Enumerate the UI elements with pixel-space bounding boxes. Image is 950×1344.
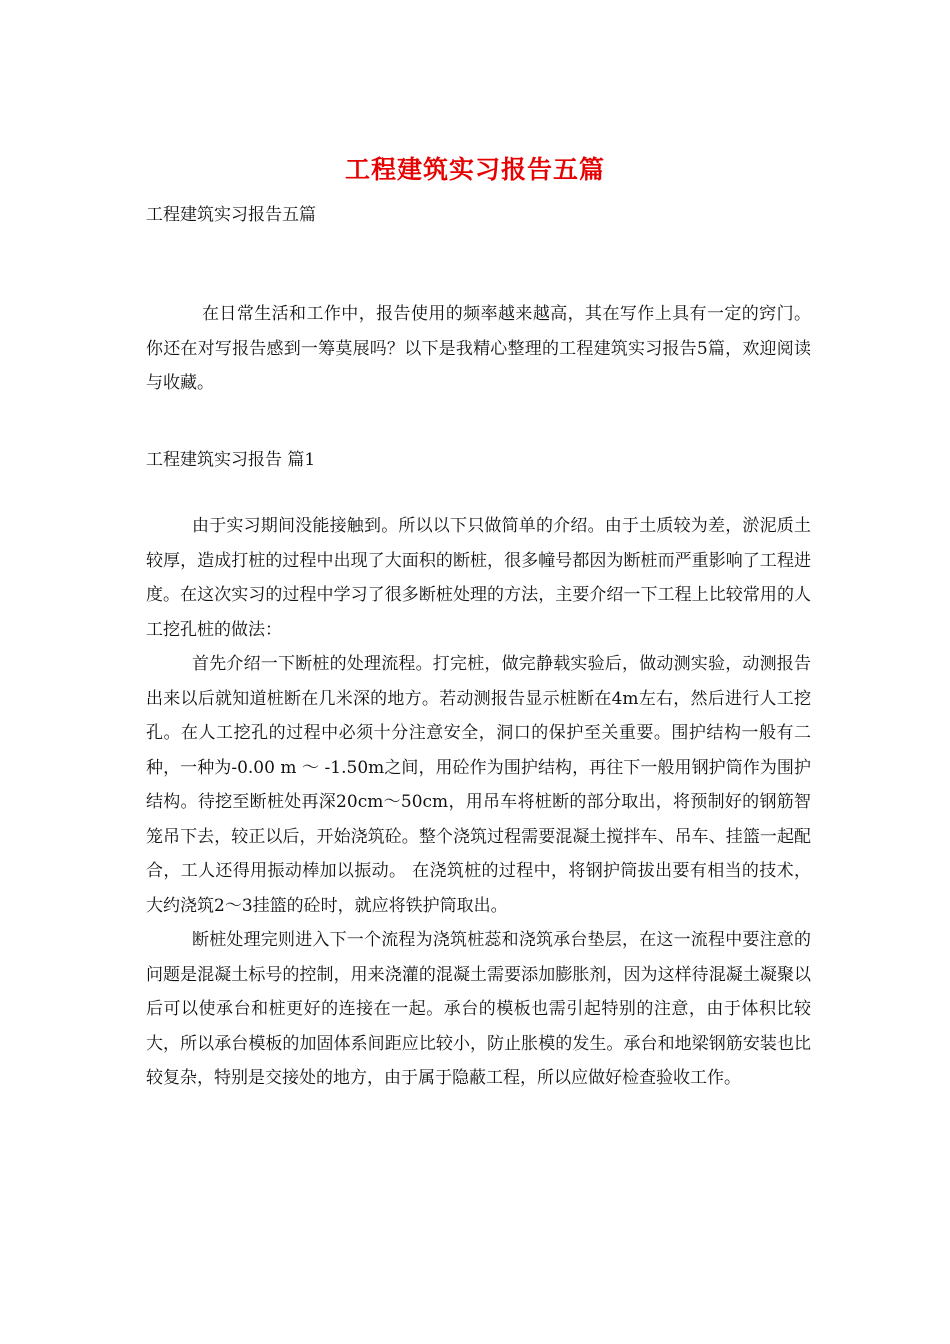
document-title: 工程建筑实习报告五篇 <box>344 155 605 184</box>
document-subtitle: 工程建筑实习报告五篇 <box>146 205 316 225</box>
intro-text: 在日常生活和工作中，报告使用的频率越来越高，其在写作上具有一定的窍门。你还在对写报告感到一筹莫展吗？以下是我精心整理的工程建筑实习报告5篇，欢迎阅读与收藏。 <box>146 304 811 393</box>
section-heading: 工程建筑实习报告 篇1 <box>146 450 316 470</box>
body-paragraph: 首先介绍一下断桩的处理流程。打完桩，做完静载实验后，做动测实验，动测报告出来以后就知道桩断在几米深的地方。若动测报告显示桩断在4m左右，然后进行人工挖孔。在人工挖孔的过程中必须十分注意安全，洞口的保护至关重要。围护结构一般有二种，一种为-0.00 m ～ -1.50m之间，用砼作为围护结构，再往下一般用钢护筒作为围护结构。待挖至断桩处再深20cm～50cm，用吊车将桩断的部分取出，将预制好的钢筋智笼吊下去，较正以后，开始浇筑砼。整个浇筑过程需要混凝土搅拌车、吊车、挂篮一起配合，工人还得用振动棒加以振动。 在浇筑桩的过程中，将钢护筒拔出要有相当的技术，大约浇筑2～3挂篮的砼时，就应将铁护筒取出。 <box>146 654 811 916</box>
body-paragraph: 由于实习期间没能接触到。所以以下只做简单的介绍。由于土质较为差，淤泥质土较厚，造成打桩的过程中出现了大面积的断桩，很多幢号都因为断桩而严重影响了工程进度。在这次实习的过程中学习了很多断桩处理的方法，主要介绍一下工程上比较常用的人工挖孔桩的做法： <box>146 516 811 640</box>
section-body <box>146 509 811 1096</box>
body-paragraph: 断桩处理完则进入下一个流程为浇筑桩蕊和浇筑承台垫层，在这一流程中要注意的问题是混凝土标号的控制，用来浇灌的混凝土需要添加膨胀剂，因为这样待混凝土凝聚以后可以使承台和桩更好的连接在一起。承台的模板也需引起特别的注意，由于体积比较大，所以承台模板的加固体系间距应比较小，防止胀模的发生。承台和地梁钢筋安装也比较复杂，特别是交接处的地方，由于属于隐蔽工程，所以应做好检查验收工作。 <box>146 930 811 1088</box>
intro-paragraph <box>146 297 811 401</box>
